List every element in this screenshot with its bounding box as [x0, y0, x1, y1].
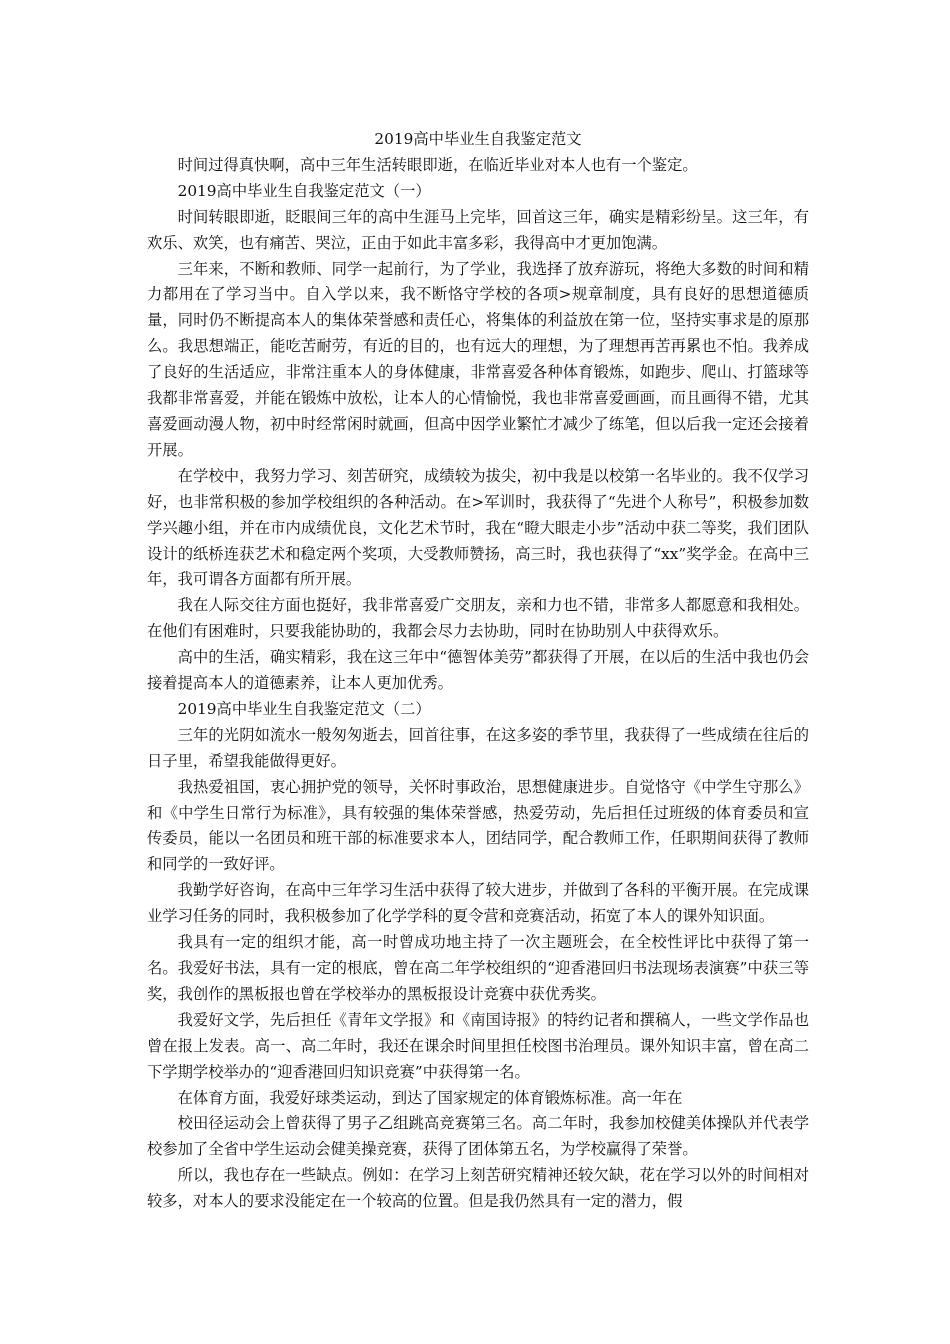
section-2-paragraph: 所以，我也存在一些缺点。例如：在学习上刻苦研究精神还较欠缺，花在学习以外的时间相对较多，对本人的要求没能定在一个较高的位置。但是我仍然具有一定的潜力，假 — [147, 1166, 809, 1211]
intro-paragraph: 时间过得真快啊，高中三年生活转眼即逝，在临近毕业对本人也有一个鉴定。 — [177, 155, 698, 174]
section-2-paragraph: 三年的光阴如流水一般匆匆逝去，回首往事，在这多姿的季节里，我获得了一些成绩在往后的日子里，希望我能做得更好。 — [147, 725, 809, 770]
section-1-paragraph: 我在人际交往方面也挺好，我非常喜爱广交朋友，亲和力也不错，非常多人都愿意和我相处。在他们有困难时，只要我能协助的，我都会尽力去协助，同时在协助别人中获得欢乐。 — [147, 596, 809, 641]
section-2-paragraph: 我爱好文学，先后担任《青年文学报》和《南国诗报》的特约记者和撰稿人，一些文学作品也曾在报上发表。高一、高二年时，我还在课余时间里担任校图书治理员。课外知识丰富，曾在高二下学期学校举办的“迎香港回归知识竞赛”中获得第一名。 — [147, 1010, 809, 1081]
section-1-paragraph: 三年来，不断和教师、同学一起前行，为了学业，我选择了放弃游玩，将绝大多数的时间和精力都用在了学习当中。自入学以来，我不断恪守学校的各项>规章制度，具有良好的思想道德质量，同时仍不断提高本人的集体荣誉感和责任心，将集体的利益放在第一位，坚持实事求是的原那么。我思想端正，能吃苦耐劳，有近的目的，也有远大的理想，为了理想再苦再累也不怕。我养成了良好的生活适应，非常注重本人的身体健康，非常喜爱各种体育锻炼，如跑步、爬山、打篮球等我都非常喜爱，并能在锻炼中放松，让本人的心情愉悦，我也非常喜爱画画，而且画得不错，尤其喜爱画动漫人物，初中时经常闲时就画，但高中因学业繁忙才减少了练笔，但以后我一定还会接着开展。 — [147, 259, 809, 459]
section-1-paragraph: 在学校中，我努力学习、刻苦研究，成绩较为拔尖，初中我是以校第一名毕业的。我不仅学习好，也非常积极的参加学校组织的各种活动。在>军训时，我获得了“先进个人称号”，积极参加数学兴趣小组，并在市内成绩优良，文化艺术节时，我在“瞪大眼走小步”活动中获二等奖，我们团队设计的纸桥连获艺术和稳定两个奖项，大受教师赞扬，高三时，我也获得了“xx”奖学金。在高中三年，我可谓各方面都有所开展。 — [147, 466, 809, 589]
document-page — [147, 127, 809, 1215]
section-1-paragraph: 高中的生活，确实精彩，我在这三年中“德智体美劳”都获得了开展，在以后的生活中我也仍会接着提高本人的道德素养，让本人更加优秀。 — [147, 648, 809, 693]
section-1-paragraph: 时间转眼即逝，眨眼间三年的高中生涯马上完毕，回首这三年，确实是精彩纷呈。这三年，有欢乐、欢笑，也有痛苦、哭泣，正由于如此丰富多彩，我得高中才更加饱满。 — [147, 207, 809, 252]
section-1-heading: 2019高中毕业生自我鉴定范文（一） — [177, 181, 431, 200]
section-2-heading: 2019高中毕业生自我鉴定范文（二） — [177, 699, 431, 718]
section-2-paragraph: 校田径运动会上曾获得了男子乙组跳高竞赛第三名。高二年时，我参加校健美体操队并代表学校参加了全省中学生运动会健美操竞赛，获得了团体第五名，为学校赢得了荣誉。 — [147, 1114, 809, 1159]
section-2-paragraph: 在体育方面，我爱好球类运动，到达了国家规定的体育锻炼标准。高一年在 — [177, 1088, 683, 1107]
document-title: 2019高中毕业生自我鉴定范文 — [374, 130, 582, 148]
section-2-paragraph: 我勤学好咨询，在高中三年学习生活中获得了较大进步，并做到了各科的平衡开展。在完成课业学习任务的同时，我积极参加了化学学科的夏令营和竞赛活动，拓宽了本人的课外知识面。 — [147, 881, 809, 926]
section-2-paragraph: 我热爱祖国，衷心拥护党的领导，关怀时事政治，思想健康进步。自觉恪守《中学生守那么》和《中学生日常行为标准》，具有较强的集体荣誉感，热爱劳动，先后担任过班级的体育委员和宣传委员，能以一名团员和班干部的标准要求本人，团结同学，配合教师工作，任职期间获得了教师和同学的一致好评。 — [147, 777, 809, 874]
section-2-paragraph: 我具有一定的组织才能，高一时曾成功地主持了一次主题班会，在全校性评比中获得了第一名。我爱好书法，具有一定的根底，曾在高二年学校组织的“迎香港回归书法现场表演赛”中获三等奖，我创作的黑板报也曾在学校举办的黑板报设计竞赛中获优秀奖。 — [147, 933, 809, 1003]
